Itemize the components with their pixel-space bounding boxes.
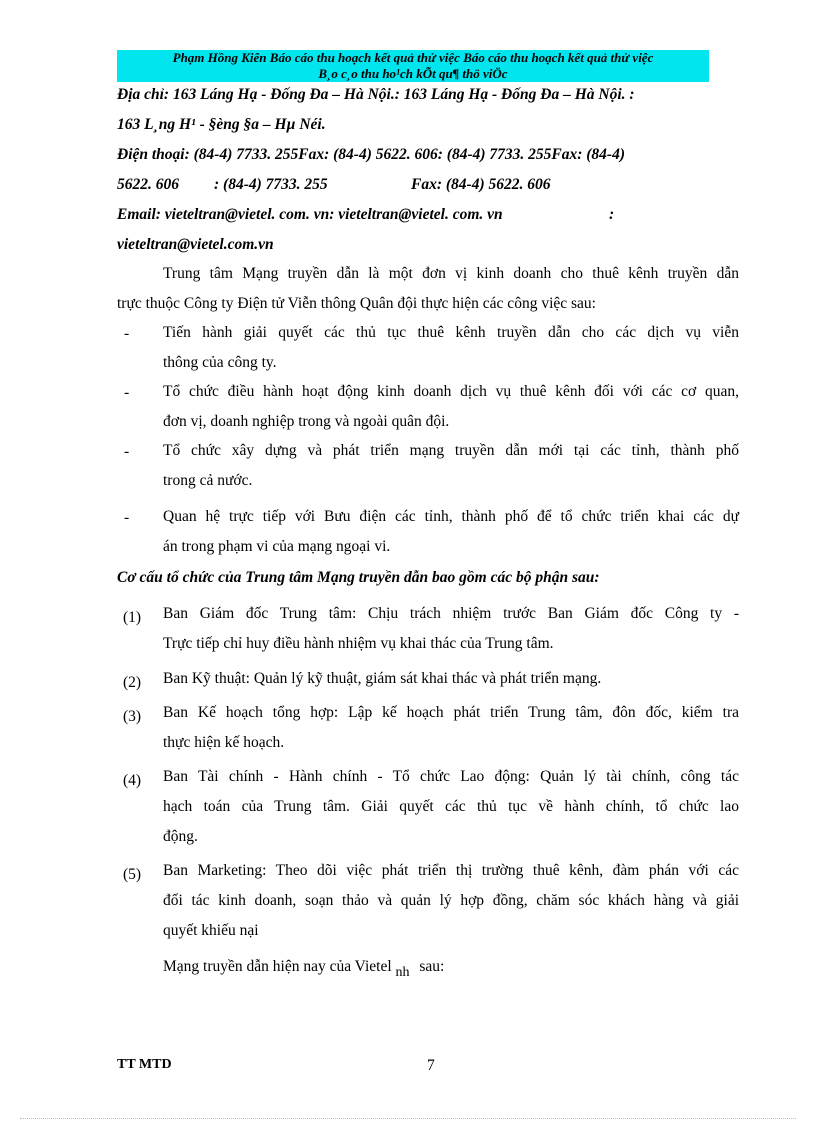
email-separator: : (609, 206, 615, 223)
email-line-1 (117, 206, 742, 224)
department-number: (5) (123, 866, 142, 883)
intro-line-2: trực thuộc Công ty Điện tử Viễn thông Quân đội thực hiện các công việc sau: (117, 295, 596, 312)
task-marker: - (124, 509, 130, 526)
closing-subscript: nh (395, 965, 410, 980)
task-item-2-line-1: Tổ chức điều hành hoạt động kinh doanh dịch vụ thuê kênh đối với các cơ quan, (163, 383, 739, 400)
phone-fax-number: 5622. 606 (117, 176, 179, 193)
fax-number: Fax: (84-4) 5622. 606 (411, 176, 551, 193)
department-5-line-2: đối tác kinh doanh, soạn thảo và quản lý hợp đồng, chăm sóc khách hàng và giải (163, 892, 739, 909)
intro-line-1: Trung tâm Mạng truyền dẫn là một đơn vị kinh doanh cho thuê kênh truyền dẫn (163, 265, 739, 282)
task-item-1-line-2: thông của công ty. (163, 354, 277, 371)
task-item-4-line-1: Quan hệ trực tiếp với Bưu điện các tỉnh, thành phố để tổ chức triển khai các dự (163, 508, 739, 525)
phone-line-2 (117, 176, 742, 194)
department-5-line-3: quyết khiếu nại (163, 922, 259, 939)
department-1-line-2: Trực tiếp chỉ huy điều hành nhiệm vụ khai thác của Trung tâm. (163, 635, 554, 652)
closing-tail: sau: (419, 958, 445, 975)
email-line-2: vieteltran@vietel.com.vn (117, 236, 274, 253)
department-1-line-1: Ban Giám đốc Trung tâm: Chịu trách nhiệm trước Ban Giám đốc Công ty - (163, 605, 739, 622)
closing-text: Mạng truyền dẫn hiện nay của Vietel (163, 958, 392, 975)
department-4-line-2: hạch toán của Trung tâm. Giải quyết các thủ tục về hành chính, tổ chức lao (163, 798, 739, 815)
page-header (117, 50, 709, 82)
phone-line-1: Điện thoại: (84-4) 7733. 255Fax: (84-4) 5622. 606: (84-4) 7733. 255Fax: (84-4) (117, 146, 625, 163)
department-2-line-1: Ban Kỹ thuật: Quản lý kỹ thuật, giám sát khai thác và phát triển mạng. (163, 670, 602, 687)
page-number: 7 (427, 1057, 435, 1074)
department-number: (1) (123, 609, 142, 626)
footer-label: TT MTD (117, 1057, 172, 1072)
structure-heading: Cơ cấu tổ chức của Trung tâm Mạng truyền dẫn bao gồm các bộ phận sau: (117, 569, 600, 586)
phone-number: : (84-4) 7733. 255 (214, 176, 328, 193)
closing-sentence (163, 952, 739, 983)
task-item-3-line-1: Tổ chức xây dựng và phát triển mạng truyền dẫn mới tại các tỉnh, thành phố (163, 442, 739, 459)
address-line-1: Địa chỉ: 163 Láng Hạ - Đống Đa – Hà Nội.: 163 Láng Hạ - Đống Đa – Hà Nội. : (117, 86, 635, 103)
email-address: Email: vieteltran@vietel. com. vn: vieteltran@vietel. com. vn (117, 206, 503, 223)
department-number: (4) (123, 772, 142, 789)
department-4-line-3: động. (163, 828, 198, 845)
department-3-line-1: Ban Kế hoạch tổng hợp: Lập kế hoạch phát triển Trung tâm, đôn đốc, kiểm tra (163, 704, 739, 721)
department-number: (3) (123, 708, 142, 725)
task-marker: - (124, 325, 130, 342)
department-5-line-1: Ban Marketing: Theo dõi việc phát triển thị trường thuê kênh, đàm phán với các (163, 862, 739, 879)
task-marker: - (124, 384, 130, 401)
task-item-3-line-2: trong cả nước. (163, 472, 253, 489)
header-line-2: B¸o c¸o thu ho¹ch kÕt qu¶ thö viÖc (318, 66, 508, 81)
page-bottom-rule (20, 1118, 796, 1119)
department-3-line-2: thực hiện kế hoạch. (163, 734, 285, 751)
department-4-line-1: Ban Tài chính - Hành chính - Tổ chức Lao động: Quản lý tài chính, công tác (163, 768, 739, 785)
department-number: (2) (123, 674, 142, 691)
task-item-2-line-2: đơn vị, doanh nghiệp trong và ngoài quân đội. (163, 413, 450, 430)
header-line-1: Phạm Hồng Kiên Báo cáo thu hoạch kết quả thử việc Báo cáo thu hoạch kết quả thử việc (172, 50, 654, 65)
task-marker: - (124, 443, 130, 460)
address-line-2: 163 L¸ng H¹ - §èng §a – Hµ Néi. (117, 116, 326, 133)
task-item-4-line-2: án trong phạm vi của mạng ngoại vi. (163, 538, 391, 555)
task-item-1-line-1: Tiến hành giải quyết các thủ tục thuê kênh truyền dẫn cho các dịch vụ viễn (163, 324, 739, 341)
